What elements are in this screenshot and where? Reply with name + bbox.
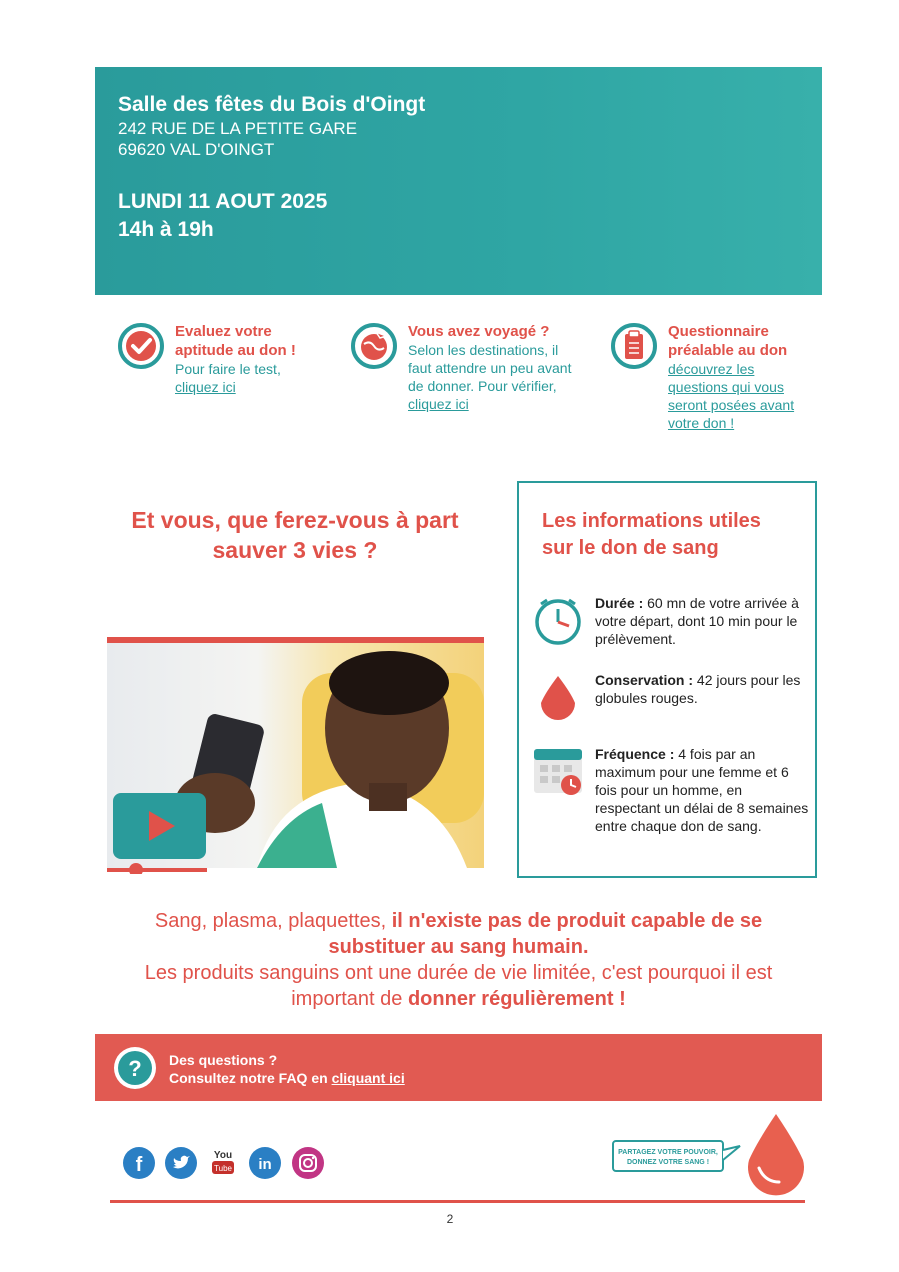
venue-name: Salle des fêtes du Bois d'Oingt xyxy=(118,93,426,116)
useful-title xyxy=(542,508,761,562)
video-progress-handle[interactable] xyxy=(129,863,143,874)
useful-title-line: sur le don de sang xyxy=(542,537,719,559)
useful-title-line: Les informations utiles xyxy=(542,510,761,532)
clipboard-icon xyxy=(610,322,658,370)
eligibility-test-link[interactable]: cliquez ici xyxy=(175,379,236,395)
info-title: Evaluez votre xyxy=(175,323,272,340)
youtube-label-top: You xyxy=(213,1150,233,1161)
calendar-icon xyxy=(531,745,585,799)
question-globe-icon xyxy=(112,1045,158,1091)
twitter-icon[interactable] xyxy=(164,1146,198,1180)
faq-banner xyxy=(95,1034,822,1101)
travel-check-link[interactable]: cliquez ici xyxy=(408,396,469,412)
footer-divider xyxy=(110,1200,805,1203)
svg-text:?: ? xyxy=(128,1056,142,1081)
play-button[interactable] xyxy=(113,793,206,859)
blood-drop-logo xyxy=(743,1112,809,1196)
msg-bold: substituer au sang humain. xyxy=(328,936,589,958)
useful-info-box xyxy=(517,481,817,878)
address-line-1: 242 RUE DE LA PETITE GARE xyxy=(118,119,358,138)
info-title: Questionnaire xyxy=(668,323,769,340)
event-date: LUNDI 11 AOUT 2025 xyxy=(118,190,328,213)
msg-normal: important de xyxy=(291,988,408,1010)
item-label: Durée : xyxy=(595,595,644,611)
share-your-power-badge xyxy=(612,1138,742,1174)
instagram-icon[interactable] xyxy=(291,1146,325,1180)
info-body: Selon les destinations, il xyxy=(408,342,559,358)
svg-text:f: f xyxy=(135,1154,143,1176)
msg-normal: Les produits sanguins ont une durée de vie limitée, c'est pourquoi il est xyxy=(144,962,773,984)
badge-line: DONNEZ VOTRE SANG ! xyxy=(626,1159,710,1166)
info-title: aptitude au don ! xyxy=(175,342,296,359)
event-header xyxy=(95,67,822,295)
info-body: de donner. Pour vérifier, xyxy=(408,378,557,394)
item-label: Conservation : xyxy=(595,672,694,688)
clock-icon xyxy=(531,594,585,648)
faq-line: Des questions ? xyxy=(169,1052,278,1068)
questionnaire-link[interactable]: seront posées avant xyxy=(668,397,795,413)
video-progress-bar[interactable] xyxy=(107,868,207,872)
play-icon xyxy=(113,793,206,859)
item-label: Fréquence : xyxy=(595,746,675,762)
blood-drop-icon xyxy=(531,671,585,725)
questionnaire-link[interactable]: questions qui vous xyxy=(668,379,784,395)
main-message xyxy=(95,908,822,1012)
cta-line: Et vous, que ferez-vous à part xyxy=(131,507,459,533)
svg-text:in: in xyxy=(258,1156,272,1173)
facebook-icon[interactable] xyxy=(122,1146,156,1180)
info-title: préalable au don xyxy=(668,342,788,359)
info-body: Pour faire le test, xyxy=(175,361,281,377)
checkmark-circle-icon xyxy=(117,322,165,370)
globe-plane-icon xyxy=(350,322,398,370)
event-hours: 14h à 19h xyxy=(118,218,214,241)
cta-line: sauver 3 vies ? xyxy=(212,537,378,563)
info-title: Vous avez voyagé ? xyxy=(408,323,550,340)
msg-bold: il n'existe pas de produit capable de se xyxy=(391,910,763,932)
msg-normal: Sang, plasma, plaquettes, xyxy=(154,910,392,932)
info-body: faut attendre un peu avant xyxy=(408,360,572,376)
address-line-2: 69620 VAL D'OINGT xyxy=(118,140,275,159)
item-text: 60 mn de votre arrivée à votre départ, dont 10 min pour le prélèvement. xyxy=(595,595,799,647)
linkedin-icon[interactable] xyxy=(248,1146,282,1180)
item-text: 42 jours pour les globules rouges. xyxy=(595,672,801,706)
cta-heading xyxy=(100,505,490,565)
questionnaire-link[interactable]: découvrez les xyxy=(668,361,755,377)
msg-bold: donner régulièrement ! xyxy=(407,988,626,1010)
video-player[interactable] xyxy=(107,637,484,874)
youtube-label-bottom: Tube xyxy=(214,1164,232,1173)
page-number: 2 xyxy=(446,1212,454,1226)
questionnaire-link[interactable]: votre don ! xyxy=(668,415,735,431)
badge-line: PARTAGEZ VOTRE POUVOIR, xyxy=(618,1149,718,1156)
youtube-icon[interactable] xyxy=(206,1146,240,1180)
faq-line: Consultez notre FAQ en xyxy=(169,1070,332,1086)
faq-link[interactable]: cliquant ici xyxy=(331,1070,405,1086)
item-text: 4 fois par an maximum pour une femme et 6 fois pour un homme, en respectant un délai de 8 semaines entre chaque don de sang. xyxy=(595,746,809,834)
